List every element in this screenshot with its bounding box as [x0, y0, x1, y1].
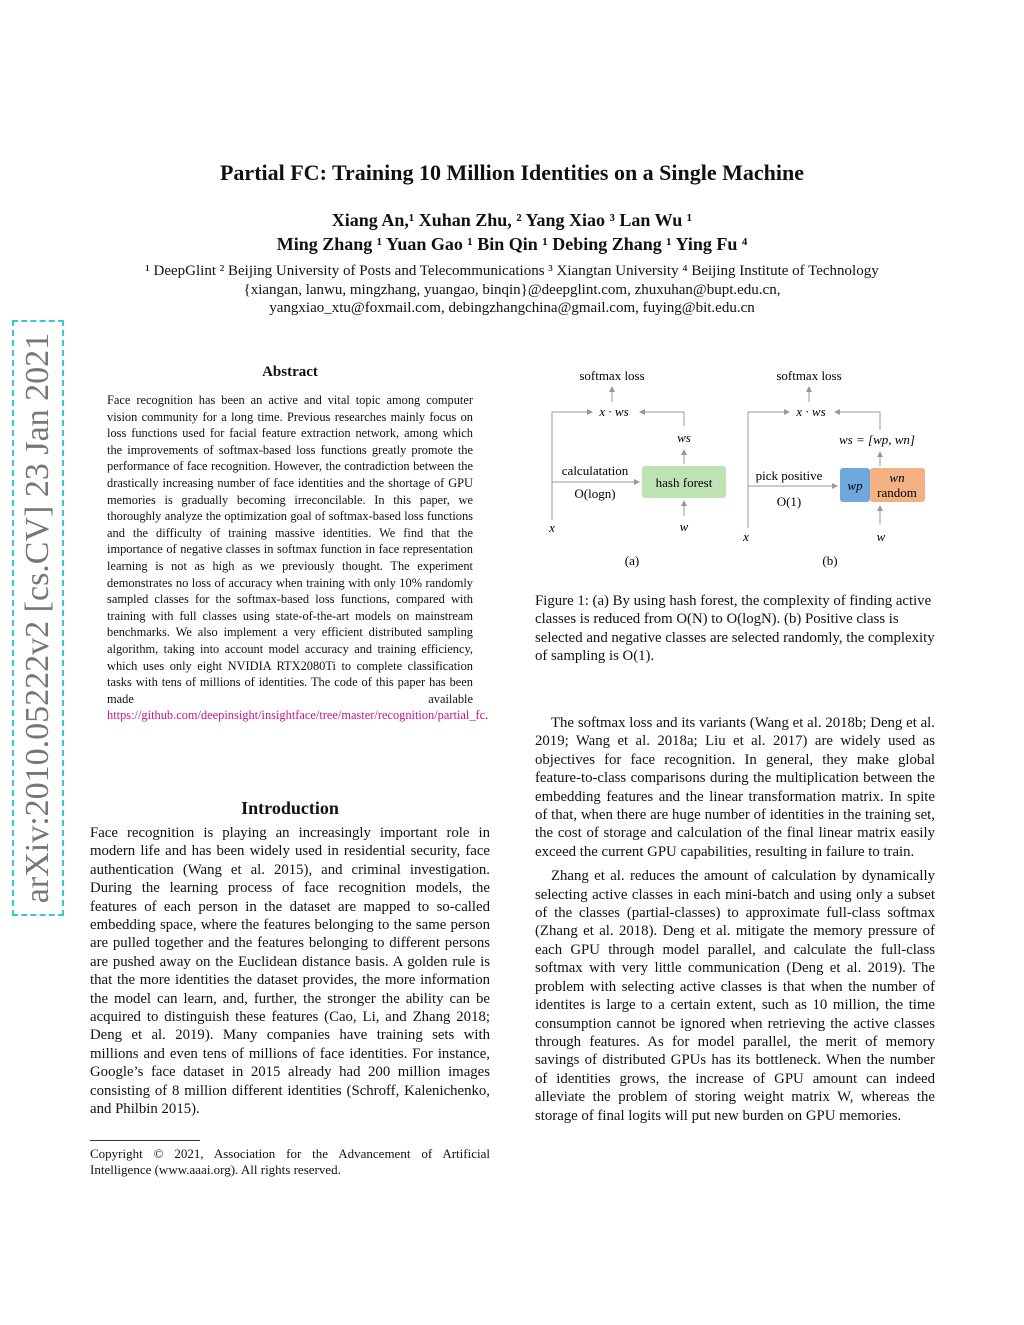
footnote-rule — [90, 1140, 200, 1141]
panel-a-product-label: x · ws — [599, 404, 629, 419]
panel-a-x-label: x — [549, 520, 555, 535]
arxiv-stamp — [12, 320, 64, 916]
authors-line-1: Xiang An,¹ Xuhan Zhu, ² Yang Xiao ³ Lan Wu ¹ — [331, 210, 693, 230]
figure-1 — [535, 360, 955, 575]
panel-a-calc-label: calculatation — [561, 463, 629, 478]
panel-b-softmax-label: softmax loss — [776, 368, 842, 383]
panel-b-x-label: x — [743, 529, 749, 544]
pick-positive-label: pick positive — [755, 468, 823, 483]
abstract-text: Face recognition has been an active and vital topic among computer vision community for a long time. Previous researches mainly focus on loss functions used for facial feature extraction network, among which the improvements of softmax-based loss functions greatly promote the performance of face recognition. However, the contradiction between the drastically increasing number of face identities and the shortage of GPU memories is gradually becoming irreconcilable. In this paper, we thoroughly analyze the optimization goal of softmax-based loss functions and the difficulty of training massive identities. We find that the importance of negative classes in softmax function in face representation learning is not as high as we previously thought. The experiment demonstrates no loss of accuracy when training with only 10% randomly sampled classes for the softmax-based loss functions, compared with training with full classes using state-of-the-art models on mainstream benchmarks. We also implement a very efficient distributed sampling algorithm, taking into account model accuracy and training efficiency, which uses only eight NVIDIA RTX2080Ti to complete classification tasks with tens of millions of identities. The code of this paper has been made available — [107, 393, 473, 706]
arxiv-stamp-text: arXiv:2010.05222v2 [cs.CV] 23 Jan 2021 — [19, 332, 56, 904]
panel-b-w-label: w — [876, 529, 886, 544]
panel-b-caption-label: (b) — [822, 553, 838, 568]
copyright-note: Copyright © 2021, Association for the Advancement of Artificial Intelligence (www.aaai.org). All rights reserved. — [90, 1146, 490, 1177]
figure-panel-a — [548, 368, 726, 568]
hash-forest-label: hash forest — [655, 475, 713, 490]
abstract-body: Face recognition has been an active and vital topic among computer vision community for a long time. Previous researches mainly focus on loss functions used for facial feature extraction network, among which the improvements of softmax-based loss functions greatly promote the performance of face recognition. However, the contradiction between the drastically increasing number of face identities and the shortage of GPU memories is gradually becoming irreconcilable. In this paper, we thoroughly analyze the optimization goal of softmax-based loss functions and the difficulty of training massive identities. We find that the importance of negative classes in softmax function in face representation learning is not as high as we previously thought. The experiment demonstrates no loss of accuracy when training with only 10% randomly sampled classes for the softmax-based loss functions, compared with training with full classes using state-of-the-art models on mainstream benchmarks. We also implement a very efficient distributed sampling algorithm, taking into account model accuracy and training efficiency, which uses only eight NVIDIA RTX2080Ti to complete classification tasks with tens of millions of identities. The code of this paper has been made available https://github.com/deepinsight/insightface/tree/master/recognition/partial_fc. — [107, 393, 489, 723]
random-label: random — [877, 485, 917, 500]
figure-caption: Figure 1: (a) By using hash forest, the complexity of finding active classes is reduced from O(N) to O(logN). (b) Positive class is selected and negative classes are selected randomly, the complexity of sampling is O(1). — [535, 593, 935, 665]
emails-line-1: {xiangan, lanwu, mingzhang, yuangao, binqin}@deepglint.com, zhuxuhan@bupt.edu.cn, — [243, 282, 781, 298]
wp-label: wp — [847, 478, 863, 493]
authors-line-2: Ming Zhang ¹ Yuan Gao ¹ Bin Qin ¹ Debing Zhang ¹ Ying Fu ⁴ — [276, 234, 748, 254]
right-paragraph-2: Zhang et al. reduces the amount of calculation by dynamically selecting active classes in each mini-batch and using only a subset of the classes (partial-classes) to approximate full-class softmax (Zhang et al. 2018). Deng et al. mitigate the memory pressure of each GPU through model parallel, and calculate the full-class softmax with very little communication (Deng et al. 2019). The problem with selecting active classes is that when the number of identites is large to a certain extent, such as 10 million, the time consumption cannot be ignored when retrieving the active classes through features. As for model parallel, the merit of memory savings of distributed GPUs has its bottleneck. When the number of identities grows, the increase of GPU amount can indeed alleviate the problem of storing weight matrix W, whereas the storage of final logits will put new burden on GPU memories. — [535, 868, 935, 1124]
panel-a-softmax-label: softmax loss — [579, 368, 645, 383]
paper-title: Partial FC: Training 10 Million Identities on a Single Machine — [219, 160, 805, 185]
panel-b-ws-equation: ws = [wp, wn] — [839, 432, 915, 447]
affiliations: ¹ DeepGlint ² Beijing University of Posts and Telecommunications ³ Xiangtan University ⁴ Beijing Institute of Technology — [145, 263, 879, 279]
right-paragraph-1: The softmax loss and its variants (Wang et al. 2018b; Deng et al. 2019; Wang et al. 2018a; Liu et al. 2017) are widely used as objectives for face recognition. In general, they make global feature-to-class comparisons during the multiplication between the embedding features and the linear transformation matrix. In spite of that, when there are huge number of identities in the training set, the cost of storage and calculation of the final linear matrix easily exceed the current GPU capabilities, resulting in failure to train. — [535, 715, 935, 860]
right-column-body — [535, 714, 935, 1125]
intro-paragraph: Face recognition is playing an increasingly important role in modern life and has been widely used in residential security, face authentication (Wang et al. 2015), and criminal investigation. During the learning process of face recognition models, the features of each person in the dataset are mapped to so-called embedding space, where the features belonging to the same person are pulled together and the features belonging to different persons are pushed away on the Euclidean distance basis. A golden rule is that the more identities the dataset provides, the more information the model can learn, and, further, the stronger the ability can be acquired to distinguish these features (Cao, Li, and Zhang 2018; Deng et al. 2019). Many companies have training sets with millions and even tens of millions of face identities. For instance, Google’s face dataset in 2015 already had 200 million images consisting of 8 million different identities (Schroff, Kalenichenko, and Philbin 2015). — [90, 825, 490, 1118]
code-link[interactable]: https://github.com/deepinsight/insightface/tree/master/recognition/partial_fc — [107, 708, 486, 723]
introduction-body — [90, 824, 490, 1119]
panel-b-product-label: x · ws — [796, 404, 826, 419]
panel-b-complexity-label: O(1) — [776, 494, 802, 509]
abstract-heading: Abstract — [262, 364, 318, 380]
panel-a-caption-label: (a) — [624, 553, 640, 568]
figure-panel-b — [742, 368, 925, 568]
panel-a-w-label: w — [679, 519, 689, 534]
introduction-heading: Introduction — [241, 798, 339, 818]
wn-label: wn — [889, 470, 905, 485]
panel-a-complexity-label: O(logn) — [574, 486, 616, 501]
emails-line-2: yangxiao_xtu@foxmail.com, debingzhangchina@gmail.com, fuying@bit.edu.cn — [269, 300, 755, 316]
panel-a-ws-label: ws — [677, 430, 691, 445]
